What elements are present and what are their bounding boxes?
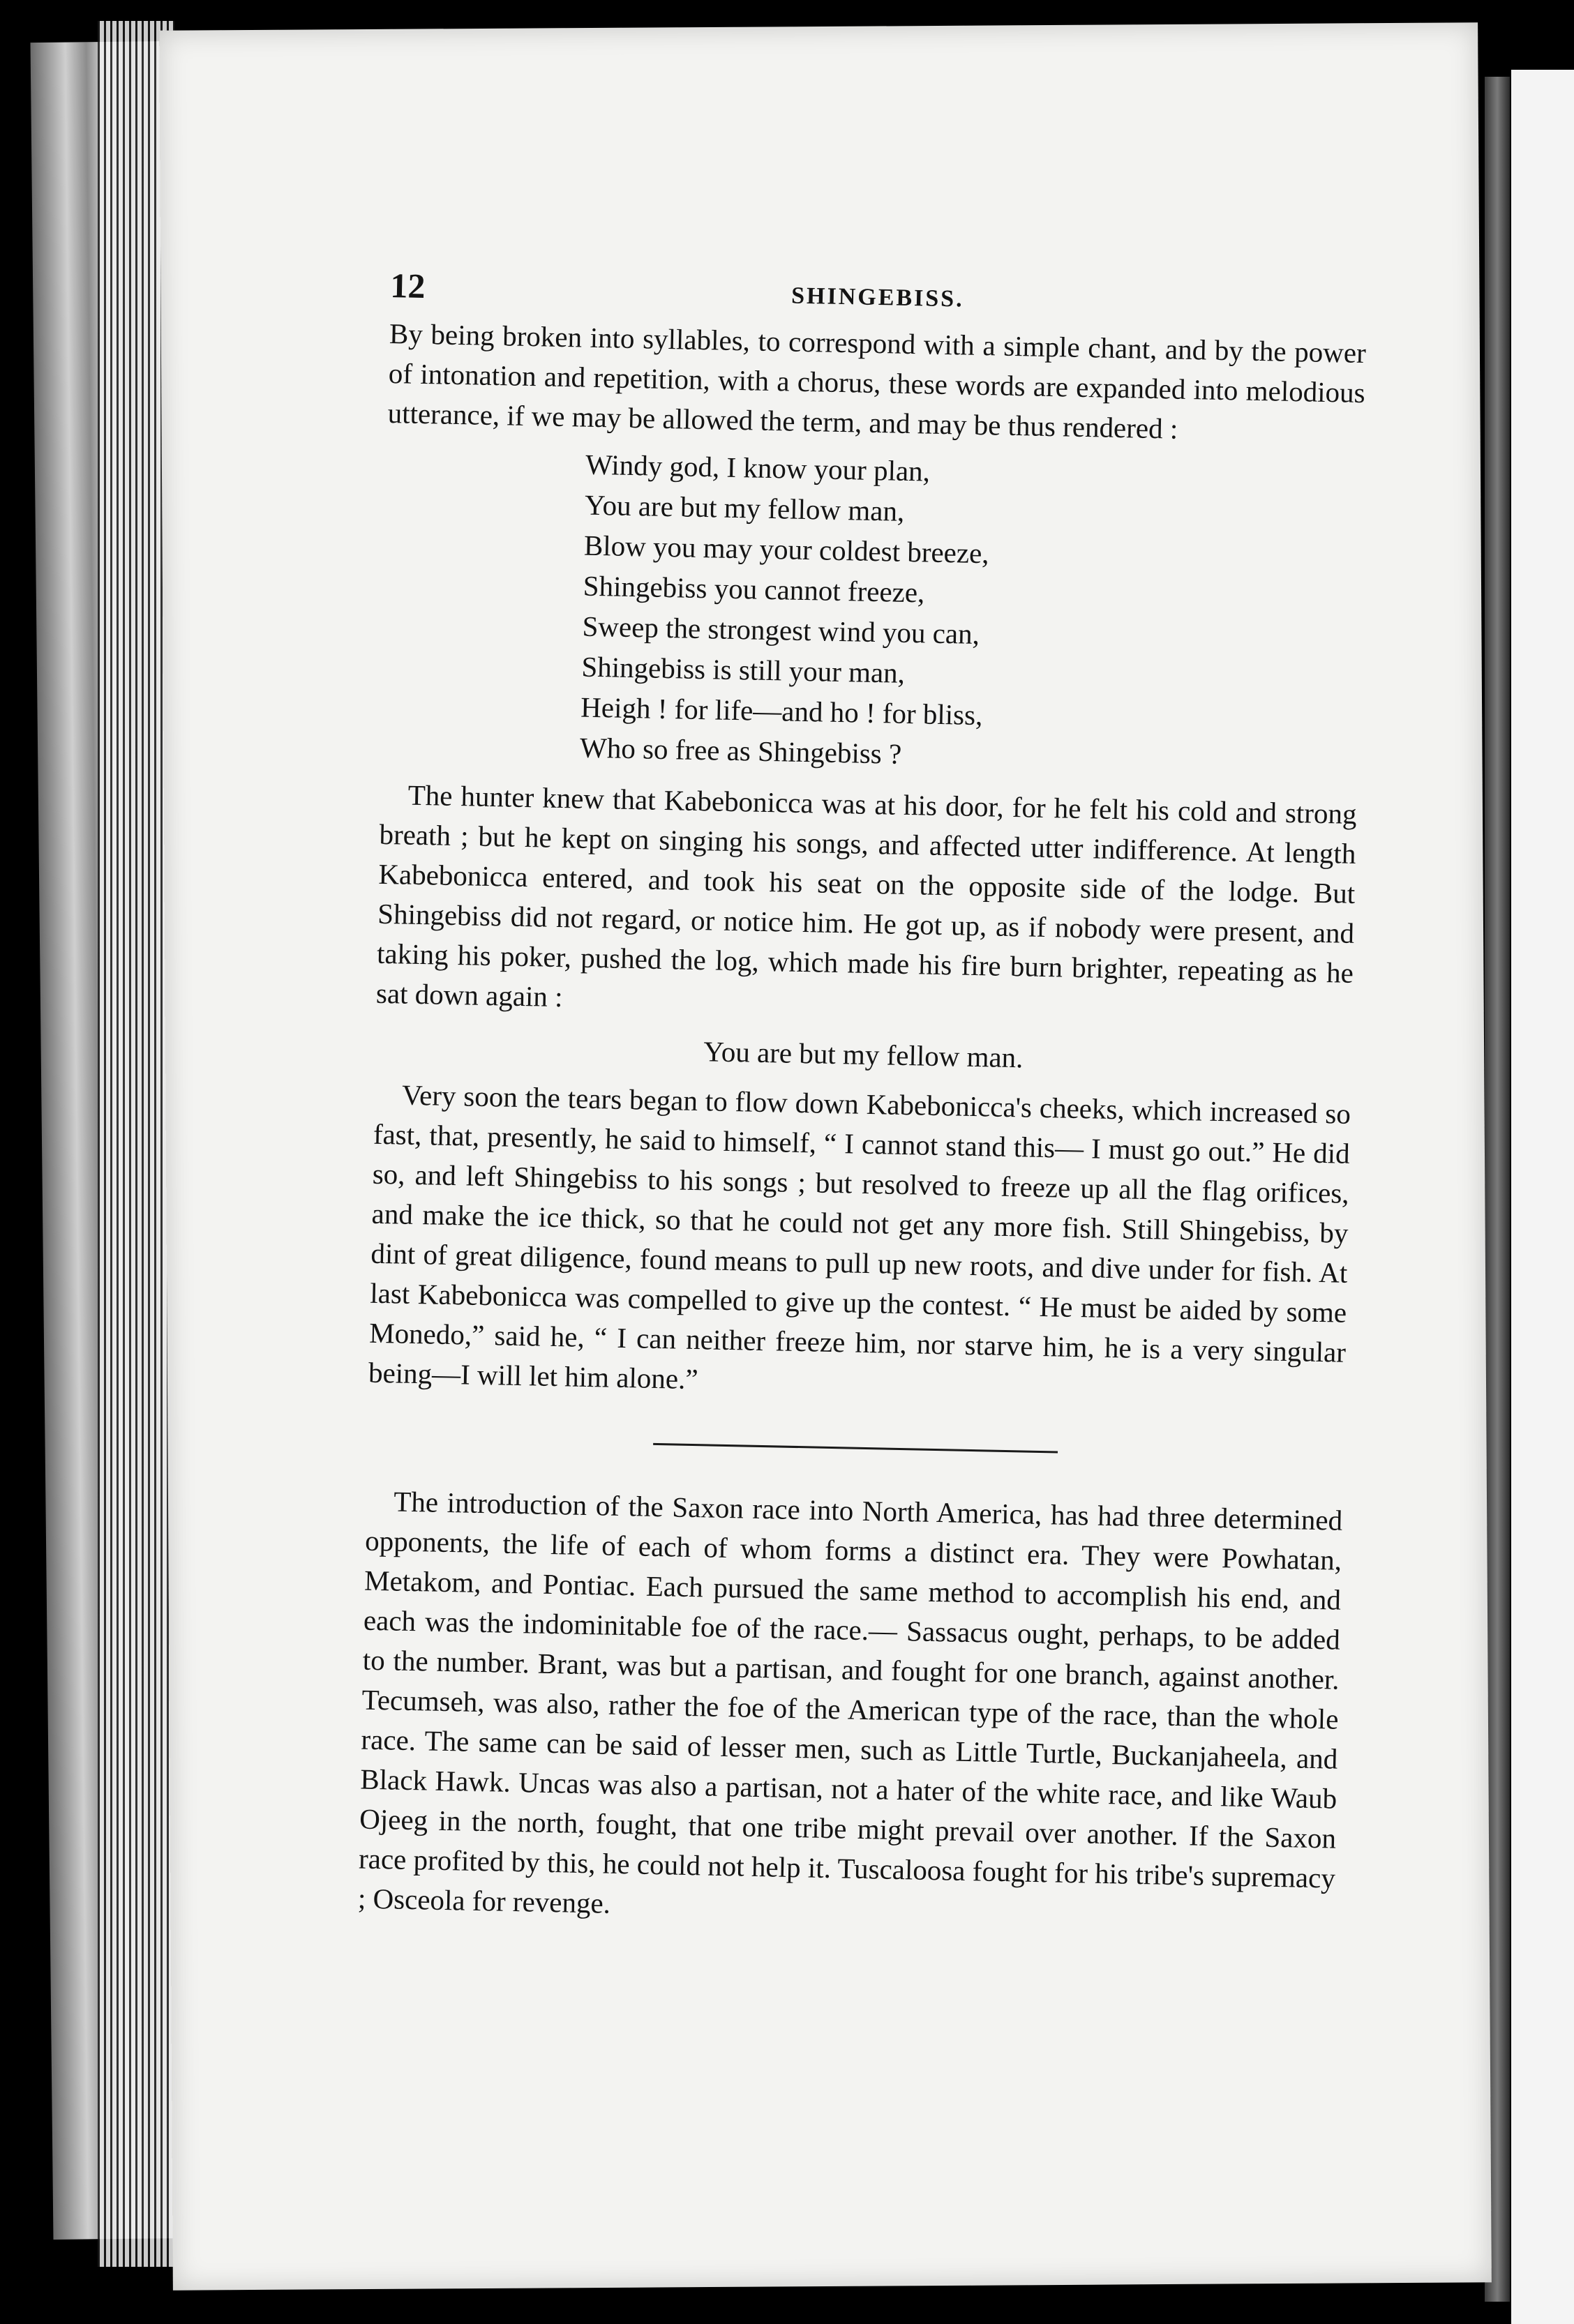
verse-line: You are but my fellow man, — [584, 488, 905, 527]
tears-paragraph: Very soon the tears began to flow down Kabebonicca's cheeks, which increased so fast, that, presently, he said to himself, “ I cannot stand this— I must go out.” He did so, and left Shingebiss to his songs ; but resolved to freeze up all the flag orifices, and make the ice thick, so that he could not get any more fish. Still Shingebiss, by dint of great diligence, found means to pull up new roots, and dive under for fish. At last Kabebonicca was compelled to give up the contest. “ He must be aided by some Monedo,” said he, “ I can neither freeze him, nor starve him, he is a very singular being—I will let him alone.” — [368, 1078, 1351, 1396]
verse-line: Blow you may your coldest breeze, — [583, 529, 990, 570]
running-title: SHINGEBISS. — [790, 282, 965, 312]
saxon-paragraph: The introduction of the Saxon race into North America, has had three determined opponents, the life of each of whom forms a distinct era. They were Powhatan, Metakom, and Pontiac. Each pursued the same method to accomplish his end, and each was the indominitable foe of the race.— Sassacus ought, perhaps, to be added to the number. Brant, was but a partisan, and fought for one branch, against another. Tecumseh, was also, rather the foe of the American type of the race, than the whole race. The same can be said of lesser men, such as Little Turtle, Buckanjaheela, and Black Hawk. Uncas was also a partisan, not a hater of the white race, and like Waub Ojeeg in the north, fought, that one tribe might prevail over another. If the Saxon race profited by this, he could not help it. Tuscaloosa fought for his tribe's supremacy ; Osceola for revenge. — [357, 1485, 1343, 1919]
verse-line: Heigh ! for life—and ho ! for bliss, — [580, 691, 983, 732]
song-verse — [580, 444, 1364, 783]
facing-page-strip — [1511, 70, 1574, 2324]
verse-line: Shingebiss you cannot freeze, — [583, 569, 925, 609]
page-number: 12 — [389, 265, 426, 305]
verse-line: Windy god, I know your plan, — [585, 448, 931, 488]
intro-paragraph: By being broken into syllables, to correspond with a simple chant, and by the power of intonation and repetition, with a chorus, these words are expanded into melodious utterance, if we may be allowed the term, and may be thus rendered : — [387, 317, 1367, 445]
verse-line: Sweep the strongest wind you can, — [582, 610, 980, 651]
section-divider — [653, 1443, 1058, 1454]
page-content — [357, 265, 1367, 1938]
verse-line: Shingebiss is still your man, — [581, 650, 906, 689]
hunter-paragraph: The hunter knew that Kabebonicca was at his door, for he felt his cold and strong breath ; but he kept on singing his songs, and affected utter indifference. At length Kabebonicca entered, and took his seat on the opposite side of the lodge. But Shingebiss did not regard, or notice him. He got up, as if nobody were present, and taking his poker, pushed the log, which made his fire burn brighter, repeating as he sat down again : — [375, 778, 1357, 1013]
refrain-line: You are but my fellow man. — [703, 1035, 1024, 1074]
verse-line: Who so free as Shingebiss ? — [579, 731, 902, 770]
